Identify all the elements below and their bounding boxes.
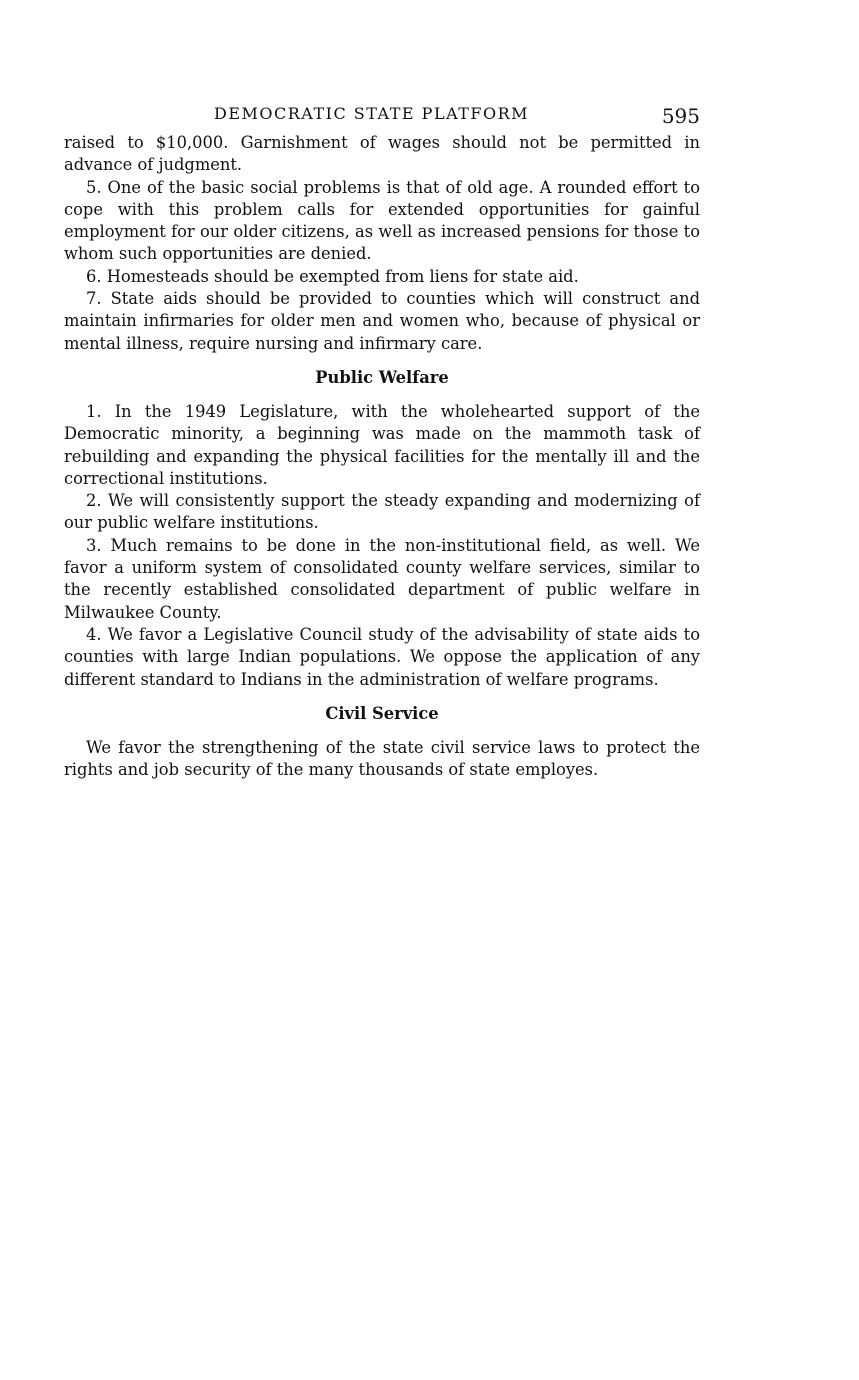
page-number: 595	[661, 104, 700, 128]
numbered-paragraph: 7. State aids should be provided to counties which will construct and maintain infirmaries for older men and women who, because of physical or mental illness, require nursing and infirmary care.	[64, 289, 700, 353]
running-header	[64, 100, 700, 132]
numbered-paragraph: 3. Much remains to be done in the non-institutional field, as well. We favor a uniform system of consolidated county welfare services, similar to the recently established consolidated department of public welfare in Milwaukee County.	[64, 535, 700, 622]
numbered-paragraph: 4. We favor a Legislative Council study of the advisability of state aids to counties with large Indian populations. We oppose the application of any different standard to Indians in the administration of welfare programs.	[64, 624, 700, 689]
body-paragraph: We favor the strengthening of the state civil service laws to protect the rights and job security of the many thousands of state employes.	[64, 737, 700, 780]
public-welfare-section	[64, 401, 700, 691]
numbered-paragraph: 6. Homesteads should be exempted from liens for state aid.	[86, 266, 579, 286]
running-title: DEMOCRATIC STATE PLATFORM	[214, 104, 530, 123]
continuation-paragraph: raised to $10,000. Garnishment of wages should not be permitted in advance of judgment.	[64, 133, 700, 175]
numbered-paragraph: 2. We will consistently support the steady expanding and modernizing of our public welfare institutions.	[64, 491, 700, 533]
intro-section	[64, 132, 700, 355]
section-heading-civil-service: Civil Service	[325, 703, 439, 723]
numbered-paragraph: 1. In the 1949 Legislature, with the wholehearted support of the Democratic minority, a beginning was made on the mammoth task of rebuilding and expanding the physical facilities for the mentally ill and the correctional institutions.	[64, 401, 700, 488]
numbered-paragraph: 5. One of the basic social problems is that of old age. A rounded effort to cope with this problem calls for extended opportunities for gainful employment for our older citizens, as well as increased pensions for those to whom such opportunities are denied.	[64, 177, 700, 264]
civil-service-section	[64, 737, 700, 782]
section-heading-public-welfare: Public Welfare	[315, 367, 449, 387]
document-page	[64, 100, 700, 781]
